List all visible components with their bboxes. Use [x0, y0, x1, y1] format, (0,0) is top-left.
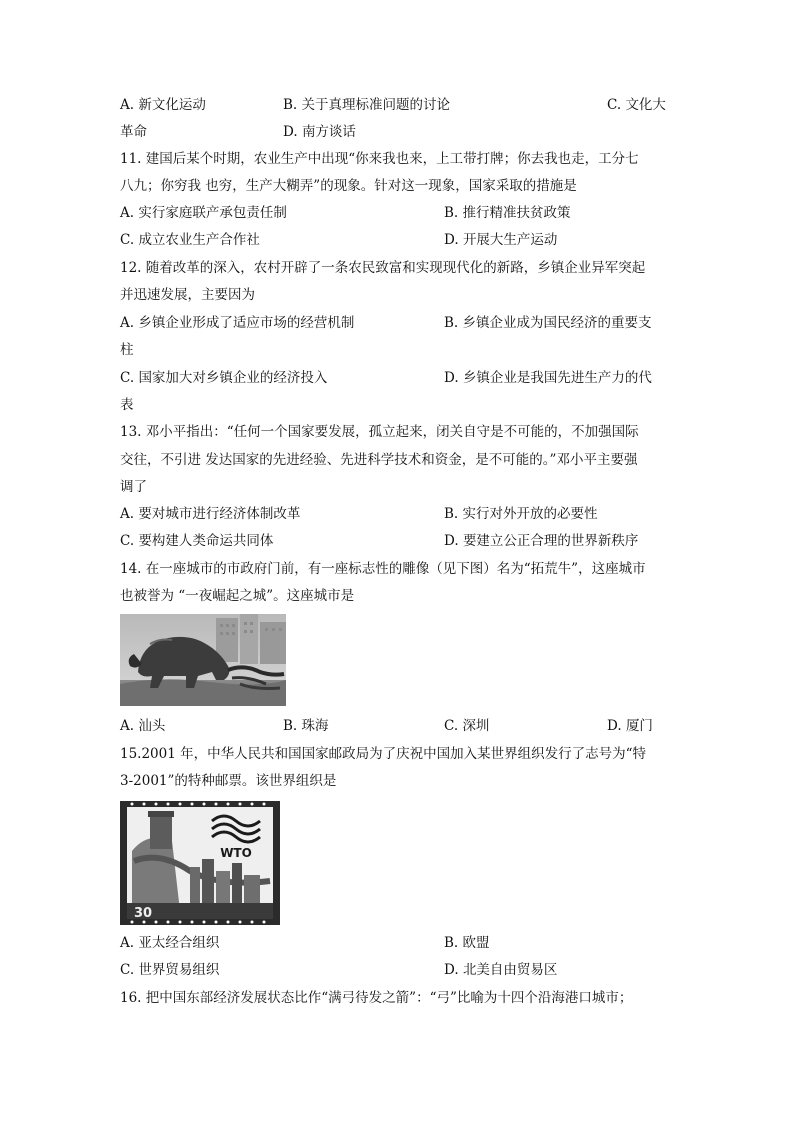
q10-option-a: A. 新文化运动 — [120, 97, 206, 113]
q12-option-c: C. 国家加大对乡镇企业的经济投入 — [120, 370, 328, 386]
q10-option-c-continued: 革命 — [120, 124, 147, 140]
q14-option-a: A. 汕头 — [120, 718, 166, 734]
q12-stem-line-2: 并迅速发展，主要因为 — [120, 287, 255, 303]
q11-option-b: B. 推行精准扶贫政策 — [444, 205, 571, 221]
q15-stem-line-2: 3-2001”的特种邮票。该世界组织是 — [120, 773, 337, 789]
q12-option-b: B. 乡镇企业成为国民经济的重要支 — [444, 315, 652, 331]
q15-stem-line-1: 15.2001 年，中华人民共和国国家邮政局为了庆祝中国加入某世界组织发行了志号为“特 — [120, 746, 647, 762]
wto-logo-text: WTO — [220, 846, 252, 860]
q16-stem-line-1: 16. 把中国东部经济发展状态比作“满弓待发之箭”：“弓”比喻为十四个沿海港口城市； — [120, 990, 633, 1006]
q10-option-c: C. 文化大 — [607, 97, 666, 113]
stamp-denomination: 30 — [134, 906, 153, 921]
q12-option-d: D. 乡镇企业是我国先进生产力的代 — [444, 370, 652, 386]
q13-option-c: C. 要构建人类命运共同体 — [120, 533, 274, 549]
q15-option-a: A. 亚太经合组织 — [120, 935, 220, 951]
q12-option-a: A. 乡镇企业形成了适应市场的经营机制 — [120, 315, 355, 331]
q14-option-b: B. 珠海 — [283, 718, 329, 734]
q15-option-d: D. 北美自由贸易区 — [444, 962, 558, 978]
q11-stem-line-1: 11. 建国后某个时期，农业生产中出现“你来我也来，上工带打牌；你去我也走，工分七 — [120, 151, 639, 167]
q13-option-b: B. 实行对外开放的必要性 — [444, 506, 598, 522]
q14-stem-line-1: 14. 在一座城市的市政府门前，有一座标志性的雕像（见下图）名为“拓荒牛”，这座城市 — [120, 561, 646, 577]
q11-option-c: C. 成立农业生产合作社 — [120, 232, 260, 248]
q12-option-d-continued: 表 — [120, 397, 134, 413]
q14-stem-line-2: 也被誉为 “一夜崛起之城”。这座城市是 — [120, 588, 355, 604]
q14-option-d: D. 厦门 — [607, 718, 653, 734]
q13-stem-line-1: 13. 邓小平指出：“任何一个国家要发展，孤立起来，闭关自守是不可能的，不加强国际 — [120, 424, 639, 440]
q12-option-b-continued: 柱 — [120, 342, 134, 358]
q12-stem-line-1: 12. 随着改革的深入，农村开辟了一条农民致富和实现现代化的新路，乡镇企业异军突起 — [120, 260, 646, 276]
q10-option-b: B. 关于真理标准问题的讨论 — [283, 97, 451, 113]
q13-stem-line-3: 调了 — [120, 479, 147, 495]
pioneer-bull-statue-photo — [120, 614, 286, 706]
q15-option-b: B. 欧盟 — [444, 935, 490, 951]
q13-option-a: A. 要对城市进行经济体制改革 — [120, 506, 301, 522]
q11-option-a: A. 实行家庭联产承包责任制 — [120, 205, 287, 221]
q15-option-c: C. 世界贸易组织 — [120, 962, 220, 978]
q13-stem-line-2: 交往，不引进 发达国家的先进经验、先进科学技术和资金，是不可能的。”邓小平主要强 — [120, 452, 638, 468]
q14-option-c: C. 深圳 — [444, 718, 490, 734]
q10-option-d: D. 南方谈话 — [283, 124, 356, 140]
q13-option-d: D. 要建立公正合理的世界新秩序 — [444, 533, 639, 549]
q11-option-d: D. 开展大生产运动 — [444, 232, 558, 248]
q11-stem-line-2: 八九；你穷我 也穷，生产大糊弄”的现象。针对这一现象，国家采取的措施是 — [120, 178, 577, 194]
wto-commemorative-stamp — [120, 801, 280, 925]
